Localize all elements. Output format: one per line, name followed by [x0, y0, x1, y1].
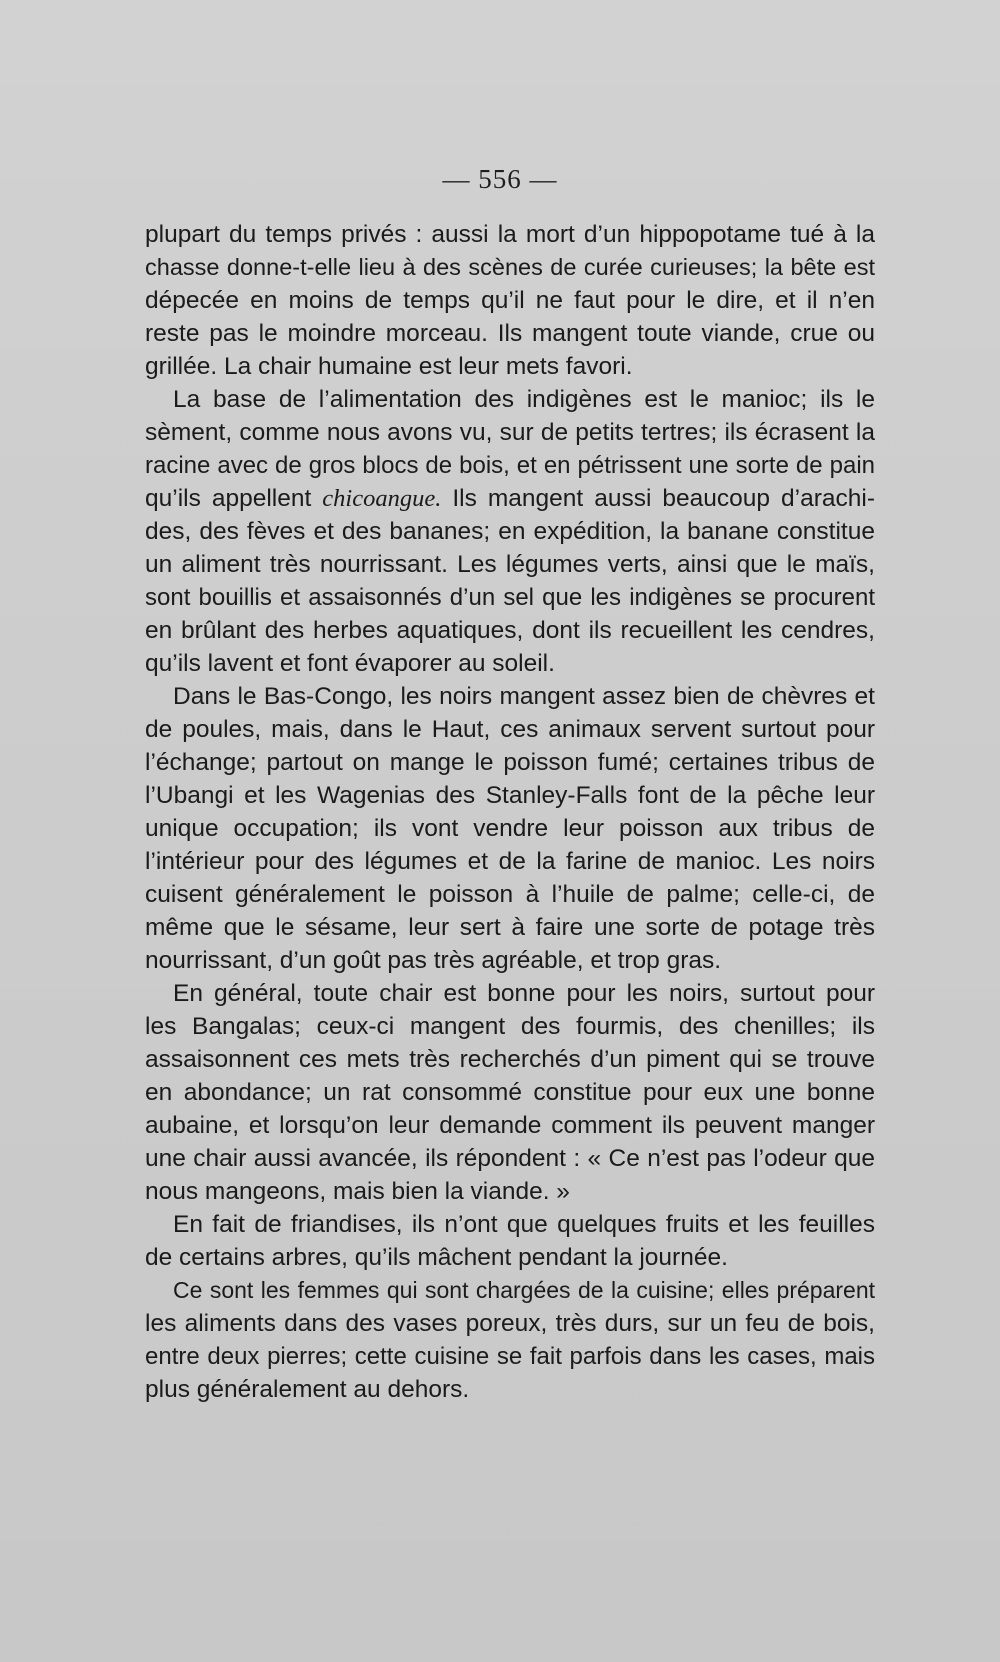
text-line-with-italic [145, 482, 875, 515]
paragraph-5 [145, 1208, 875, 1274]
text-line: assaisonnent ces mets très recherchés d’un piment qui se trouve [145, 1046, 875, 1073]
text-line: Ce sont les femmes qui sont chargées de la cuisine; elles préparent [173, 1277, 875, 1303]
text-line: En fait de friandises, ils n’ont que quelques fruits et les feuilles [173, 1211, 875, 1238]
text-line: La base de l’alimentation des indigènes est le manioc; ils le [173, 386, 875, 413]
text-line: l’intérieur pour des légumes et de la farine de manioc. Les noirs [145, 848, 875, 875]
text-line: nous mangeons, mais bien la viande. » [145, 1178, 570, 1205]
text-line: de certains arbres, qu’ils mâchent pendant la journée. [145, 1244, 728, 1271]
text-line: de poules, mais, dans le Haut, ces animaux servent surtout pour [145, 716, 875, 743]
text-line: l’échange; partout on mange le poisson fumé; certaines tribus de [145, 749, 875, 776]
paragraph-3 [145, 680, 875, 977]
text-line: en brûlant des herbes aquatiques, dont ils recueillent les cendres, [145, 617, 875, 644]
text-line: dépecée en moins de temps qu’il ne faut pour le dire, et il n’en [145, 287, 875, 314]
text-line: nourrissant, d’un goût pas très agréable, et trop gras. [145, 947, 722, 974]
text-line: un aliment très nourrissant. Les légumes verts, ainsi que le maïs, [145, 551, 875, 578]
text-line: plus généralement au dehors. [145, 1376, 470, 1403]
text-line: sèment, comme nous avons vu, sur de petits tertres; ils écrasent la [145, 419, 875, 446]
text-line: entre deux pierres; cette cuisine se fait parfois dans les cases, mais [145, 1343, 875, 1370]
text-line: sont bouillis et assaisonnés d’un sel que les indigènes se procurent [145, 584, 875, 611]
text-line: unique occupation; ils vont vendre leur poisson aux tribus de [145, 815, 875, 842]
text-line: plupart du temps privés : aussi la mort d’un hippopotame tué à la [145, 221, 875, 248]
text-line: racine avec de gros blocs de bois, et en pétrissent une sorte de pain [145, 452, 875, 479]
text-line: qu’ils lavent et font évaporer au soleil. [145, 650, 555, 677]
text-line: en abondance; un rat consommé constitue pour eux une bonne [145, 1079, 875, 1106]
text-line: En général, toute chair est bonne pour les noirs, surtout pour [173, 980, 875, 1007]
text-line: les Bangalas; ceux-ci mangent des fourmis, des chenilles; ils [145, 1013, 875, 1040]
text-line: aubaine, et lorsqu’on leur demande comment ils peuvent manger [145, 1112, 875, 1139]
text-line: cuisent généralement le poisson à l’huile de palme; celle-ci, de [145, 881, 875, 908]
text-line: reste pas le moindre morceau. Ils mangent toute viande, crue ou [145, 320, 875, 347]
paragraph-4 [145, 977, 875, 1208]
text-line: Dans le Bas-Congo, les noirs mangent assez bien de chèvres et [173, 683, 875, 710]
text-line: une chair aussi avancée, ils répondent : « Ce n’est pas l’odeur que [145, 1145, 875, 1172]
paragraph-2 [145, 383, 875, 680]
text-line: grillée. La chair humaine est leur mets favori. [145, 353, 633, 380]
text-line: des, des fèves et des bananes; en expédition, la banane constitue [145, 518, 875, 545]
paragraph-6 [145, 1274, 875, 1406]
paragraph-1 [145, 218, 875, 383]
text-line: même que le sésame, leur sert à faire une sorte de potage très [145, 914, 875, 941]
text-segment: Ils mangent aussi beaucoup d’arachi- [441, 485, 875, 512]
page-number: — 556 — [442, 164, 558, 194]
body-text [145, 218, 875, 1406]
text-line: chasse donne-t-elle lieu à des scènes de curée curieuses; la bête est [145, 254, 875, 280]
text-line: l’Ubangi et les Wagenias des Stanley-Falls font de la pêche leur [145, 782, 875, 809]
italic-term: chicoangue. [322, 485, 442, 512]
text-segment: qu’ils appellent [145, 485, 323, 512]
text-line: les aliments dans des vases poreux, très durs, sur un feu de bois, [145, 1310, 875, 1337]
